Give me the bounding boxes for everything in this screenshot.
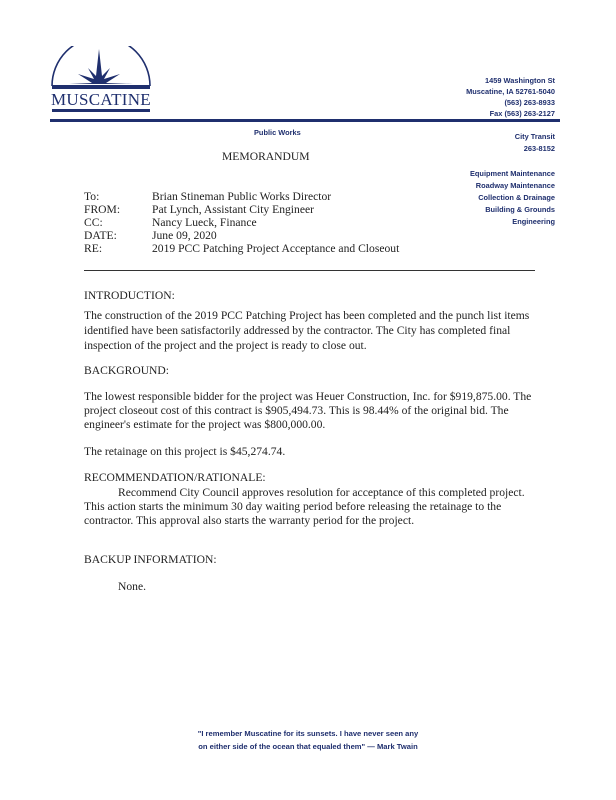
field-value: Brian Stineman Public Works Director	[152, 190, 332, 203]
field-value: Nancy Lueck, Finance	[152, 216, 257, 229]
memo-field-re	[84, 242, 399, 255]
background-line: The lowest responsible bidder for the project was Heuer Construction, Inc. for $919,875.00. The	[84, 390, 532, 403]
division: Building & Grounds	[485, 205, 555, 214]
recommendation-line: Recommend City Council approves resolution for acceptance of this completed project.	[118, 486, 525, 499]
retainage-text: The retainage on this project is $45,274.74.	[84, 445, 286, 458]
introduction-line: identified have been satisfactorily addressed by the contractor. The City has completed final	[84, 324, 511, 337]
field-label: RE:	[84, 242, 103, 255]
division: Engineering	[512, 217, 555, 226]
fax-line: Fax (563) 263-2127	[489, 109, 555, 118]
memo-field-from	[84, 203, 314, 216]
field-label: FROM:	[84, 203, 121, 216]
recommendation-line: contractor. This approval also starts the warranty period for the project.	[84, 514, 415, 527]
introduction-line: The construction of the 2019 PCC Patching Project has been completed and the punch list items	[84, 309, 530, 322]
background-line: project closeout cost of this contract is $905,494.73. This is 98.44% of the original bid. The	[84, 404, 509, 417]
backup-value: None.	[118, 580, 147, 593]
field-value: June 09, 2020	[152, 229, 217, 242]
division: Collection & Drainage	[478, 193, 555, 202]
background-line: engineer's estimate for the project was $800,000.00.	[84, 418, 326, 431]
recommendation-heading: RECOMMENDATION/RATIONALE:	[84, 471, 266, 484]
division: Equipment Maintenance	[469, 169, 555, 178]
field-value: 2019 PCC Patching Project Acceptance and Closeout	[152, 242, 400, 255]
field-label: CC:	[84, 216, 103, 229]
backup-heading: BACKUP INFORMATION:	[84, 553, 217, 566]
memo-field-cc	[84, 216, 257, 229]
muscatine-logo	[48, 46, 154, 114]
introduction-line: inspection of the project and the project is ready to close out.	[84, 339, 367, 352]
footer-quote-line: "I remember Muscatine for its sunsets. I have never seen any	[197, 729, 419, 738]
address-line: Muscatine, IA 52761-5040	[466, 87, 555, 96]
address-line: 1459 Washington St	[485, 76, 555, 85]
header-rule	[50, 119, 560, 122]
footer-quote-line: on either side of the ocean that equaled them" — Mark Twain	[198, 742, 418, 751]
memo-field-date	[84, 229, 217, 242]
field-label: To:	[84, 190, 100, 203]
memo-field-to	[84, 190, 331, 203]
memo-title: MEMORANDUM	[222, 150, 310, 163]
logo-text: MUSCATINE	[51, 90, 151, 109]
city-transit: City Transit	[514, 132, 555, 141]
memo-divider	[84, 270, 535, 271]
department-label: Public Works	[254, 128, 301, 136]
recommendation-line: This action starts the minimum 30 day waiting period before releasing the retainage to the	[84, 500, 502, 513]
field-value: Pat Lynch, Assistant City Engineer	[152, 203, 314, 216]
field-label: DATE:	[84, 229, 117, 242]
division: Roadway Maintenance	[475, 181, 555, 190]
background-heading: BACKGROUND:	[84, 364, 170, 377]
introduction-heading: INTRODUCTION:	[84, 289, 175, 302]
city-transit-phone: 263-8152	[523, 144, 555, 153]
phone-line: (563) 263-8933	[504, 98, 555, 107]
